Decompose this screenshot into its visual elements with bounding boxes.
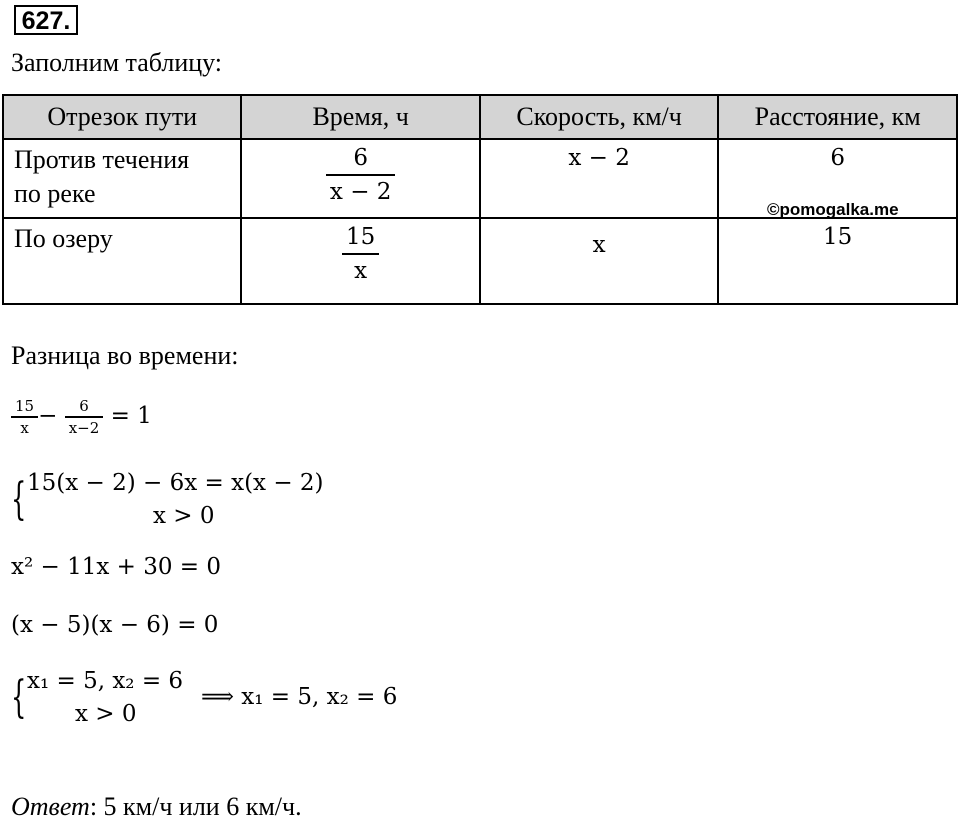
answer-line: [11, 792, 302, 818]
eq1-fraction-1: [11, 396, 38, 438]
speed-cell: x − 2: [480, 139, 719, 218]
eq1-frac2-numerator: 6: [65, 396, 104, 418]
system-brace: {: [11, 672, 27, 723]
segment-line1: Против течения: [14, 145, 190, 174]
watermark: ©pomogalka.me: [767, 200, 899, 219]
system1-line2: x > 0: [153, 503, 215, 529]
eq1-minus: −: [38, 403, 58, 429]
table-row: [3, 218, 957, 304]
difference-label: Разница во времени:: [11, 341, 239, 370]
system2-line2: x > 0: [75, 701, 137, 727]
system2-implies: ⟹ x₁ = 5, x₂ = 6: [201, 684, 398, 710]
table-header-row: [3, 95, 957, 139]
header-speed: Скорость, км/ч: [480, 95, 719, 139]
time-numerator: 6: [326, 142, 396, 176]
answer-text: : 5 км/ч или 6 км/ч.: [89, 792, 302, 818]
system2-line1: x₁ = 5, x₂ = 6: [27, 668, 184, 694]
eq1-frac1-numerator: 15: [11, 396, 38, 418]
equation-1: [11, 396, 152, 438]
time-fraction: [342, 221, 379, 287]
answer-label: Ответ: [11, 792, 90, 818]
time-numerator: 15: [342, 221, 379, 255]
time-denominator: x − 2: [329, 179, 392, 205]
segment-cell: По озеру: [3, 218, 241, 304]
time-fraction: [326, 142, 396, 208]
system-2: [11, 666, 431, 732]
distance-cell: 15: [718, 218, 957, 304]
eq1-rhs: = 1: [110, 403, 152, 429]
system-1: [11, 468, 371, 534]
eq1-fraction-2: [65, 396, 104, 438]
eq1-frac2-denominator: x−2: [68, 419, 100, 437]
time-denominator: x: [354, 258, 368, 284]
segment-cell: [3, 139, 241, 218]
header-segment: Отрезок пути: [3, 95, 241, 139]
task-number: 627.: [14, 5, 78, 35]
intro-text: Заполним таблицу:: [11, 48, 223, 77]
time-cell: [241, 218, 479, 304]
segment-line2: по реке: [14, 179, 96, 208]
distance-cell: 6: [718, 139, 957, 218]
system1-line1: 15(x − 2) − 6x = x(x − 2): [27, 470, 324, 496]
header-distance: Расстояние, км: [718, 95, 957, 139]
speed-cell: x: [480, 218, 719, 304]
equation-3: (x − 5)(x − 6) = 0: [11, 612, 219, 638]
equation-2: x² − 11x + 30 = 0: [11, 554, 222, 580]
header-time: Время, ч: [241, 95, 479, 139]
time-cell: [241, 139, 479, 218]
system-brace: {: [11, 474, 27, 525]
eq1-frac1-denominator: x: [20, 419, 29, 437]
